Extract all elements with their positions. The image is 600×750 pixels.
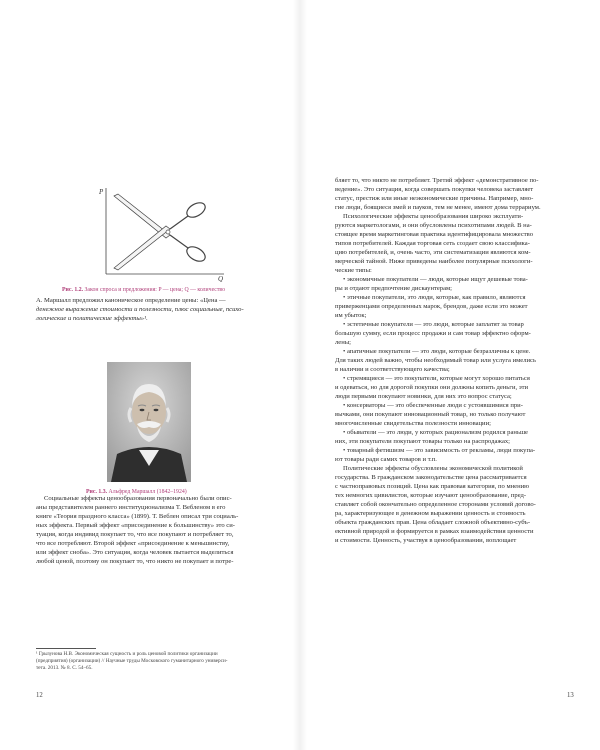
text-line: многочисленные свидетельства полезности инновации;	[335, 420, 491, 427]
text-line: объекта гражданских прав. Цена обладает сложной объективно-субъ-	[335, 519, 531, 526]
page-number-right: 13	[567, 692, 574, 699]
text-line: • апатичные покупатели — это люди, которые безразличны к цене.	[343, 348, 531, 355]
text-line: с частноправовых позиций. Цена как правовая категория, по мнению	[335, 483, 530, 490]
text-line: люди первыми покупают новинки, для них это вопрос статуса;	[335, 393, 512, 400]
text-line: ческие типы:	[335, 267, 372, 274]
text-line: ра, характеризующее в денежном выражении ценность и стоимость	[335, 510, 526, 517]
axis-x-label: Q	[218, 275, 224, 282]
marshall-portrait-photo	[107, 362, 191, 482]
text-line: Психологические эффекты ценообразования широко эксплуати-	[343, 213, 524, 220]
text-line: или эффект сноба». Это ситуация, когда человек пытается выделиться	[36, 549, 234, 556]
text-line: • товарный фетишизм — это зависимость от рекламы, люди покупа-	[343, 447, 536, 454]
text-line: большую сумму, если процесс продажи и сам товар эффектно оформ-	[335, 330, 531, 337]
text-line: • стремящиеся — это покупатели, которые могут хорошо питаться	[343, 375, 530, 382]
figure-1-2-label: Рис. 1.2.	[62, 287, 84, 293]
text-line: Социальные эффекты ценообразования первоначально были опис-	[44, 495, 232, 502]
axis-y-label: P	[99, 188, 104, 196]
text-line: туация, когда индивид покупает то, что все покупают и потребляет то,	[36, 531, 234, 538]
text-line: вычками, они покупают инновационный товар, но только получают	[335, 411, 526, 418]
text-line: им убыток;	[335, 312, 367, 319]
footnote-line: тета. 2013. № 8. С. 54–65.	[36, 665, 93, 671]
text-line: денежное выражение стоимости и полезности, плюс социальные, психо-	[36, 306, 244, 313]
text-line: что все потребляют. Второй эффект «присоединение к меньшинству,	[36, 540, 230, 547]
text-line: Политические эффекты обусловлены экономической политикой	[343, 465, 523, 472]
text-line: логические и политические эффекты»¹.	[36, 315, 148, 322]
text-line: цию потребителей, и, очень часто, эти систематизации являются ком-	[335, 249, 531, 256]
text-line: ных эффекта. Первый эффект «присоединение к большинству» это си-	[36, 522, 235, 529]
social-effects-paragraph	[36, 494, 268, 566]
marshall-paragraph	[36, 296, 268, 323]
text-line: и стоимости. Ценность, участвуя в ценообразовании, воплощает	[335, 537, 517, 544]
text-line: мерческой тайной. Ниже приведены наиболее популярные психологи-	[335, 258, 533, 265]
text-line: • экономичные покупатели — люди, которые ищут дешевые това-	[343, 276, 528, 283]
text-line: аны представителем раннего институционализма Т. Вебленом в его	[36, 504, 226, 511]
figure-supply-demand-scissors	[92, 182, 232, 282]
text-line: • эстетичные покупатели — это люди, которые заплатят за товар	[343, 321, 524, 328]
text-line: и одеваться, но для дорогой покупки они должны копить деньги, эти	[335, 384, 529, 391]
footnote-line: ¹ Грызунова Н.В. Экономическая сущность и роль ценовой политики организации	[36, 651, 218, 657]
figure-1-3-label: Рис. 1.3.	[86, 489, 108, 495]
page-number-left: 12	[36, 692, 43, 699]
text-line: • обыватели — это люди, у которых рационализм родился раньше	[343, 429, 528, 436]
text-line: бляет то, что никто не потребляет. Третий эффект «демонстративное по-	[335, 177, 539, 184]
figure-1-2-text: Закон спроса и предложения: P — цена; Q — количество	[84, 287, 225, 293]
text-line: них, эти покупатели покупают товары только на распродажах;	[335, 438, 511, 445]
text-line: ведение». Это ситуация, когда совершать покупки человека заставляет	[335, 186, 534, 193]
text-line: тех немногих цивилистов, которые изучают ценообразование, пред-	[335, 492, 527, 499]
text-line: ры и отдают предпочтение дискаунтерам;	[335, 285, 453, 292]
text-line: приверженцами определенных марок, брендов, даже если это может	[335, 303, 528, 310]
footnote-line: (предприятия) (организации) // Научные труды Московского гуманитарного универси-	[36, 658, 228, 664]
text-line: Для таких людей важно, чтобы необходимый товар или услуга имелись	[335, 357, 536, 364]
footnote-divider	[36, 648, 96, 649]
text-line: • этичные покупатели, это люди, которые, как правило, являются	[343, 294, 526, 301]
text-line: • консерваторы — это обеспеченные люди с устоявшимися при-	[343, 402, 523, 409]
text-line: в наличии и соответствующего качества;	[335, 366, 450, 373]
figure-1-2-caption	[62, 287, 225, 294]
text-line: лены;	[335, 339, 352, 346]
text-line: руются маркетологами, и они обусловлены психотипами людей. В на-	[335, 222, 532, 229]
figure-1-3-text: Альфред Маршалл (1842–1924)	[108, 489, 187, 495]
text-line: ют товары ради самих товаров и т.п.	[335, 456, 437, 463]
text-line: статус, престиж или иные неэкономические причины. Например, мно-	[335, 195, 534, 202]
text-line: стоящее время маркетинговая практика идентифицировала множество	[335, 231, 534, 238]
text-line: книге «Теория праздного класса» (1899). Т. Веблен описал три социаль-	[36, 513, 239, 520]
text-line: ставляет собой окончательно определенное сторонами условий догово-	[335, 501, 536, 508]
text-line: типов потребителей. Каждая торговая сеть создает свою классифика-	[335, 240, 530, 247]
text-line: государства. В гражданском законодательстве цена рассматривается	[335, 474, 527, 481]
footnote	[36, 651, 268, 672]
text-line: ективной природой и формируется в рамках взаимодействия ценности	[335, 528, 534, 535]
text-line: любой ценой, поэтому он покупает то, что никто не покупает и потре-	[36, 558, 234, 565]
text-line: А. Маршалл предложил каноническое определение цены: «Цена —	[36, 297, 226, 304]
text-line: гие люди, боящиеся змей и пауков, тем не менее, имеют дома террариум.	[335, 204, 541, 211]
right-page-text	[335, 176, 569, 545]
